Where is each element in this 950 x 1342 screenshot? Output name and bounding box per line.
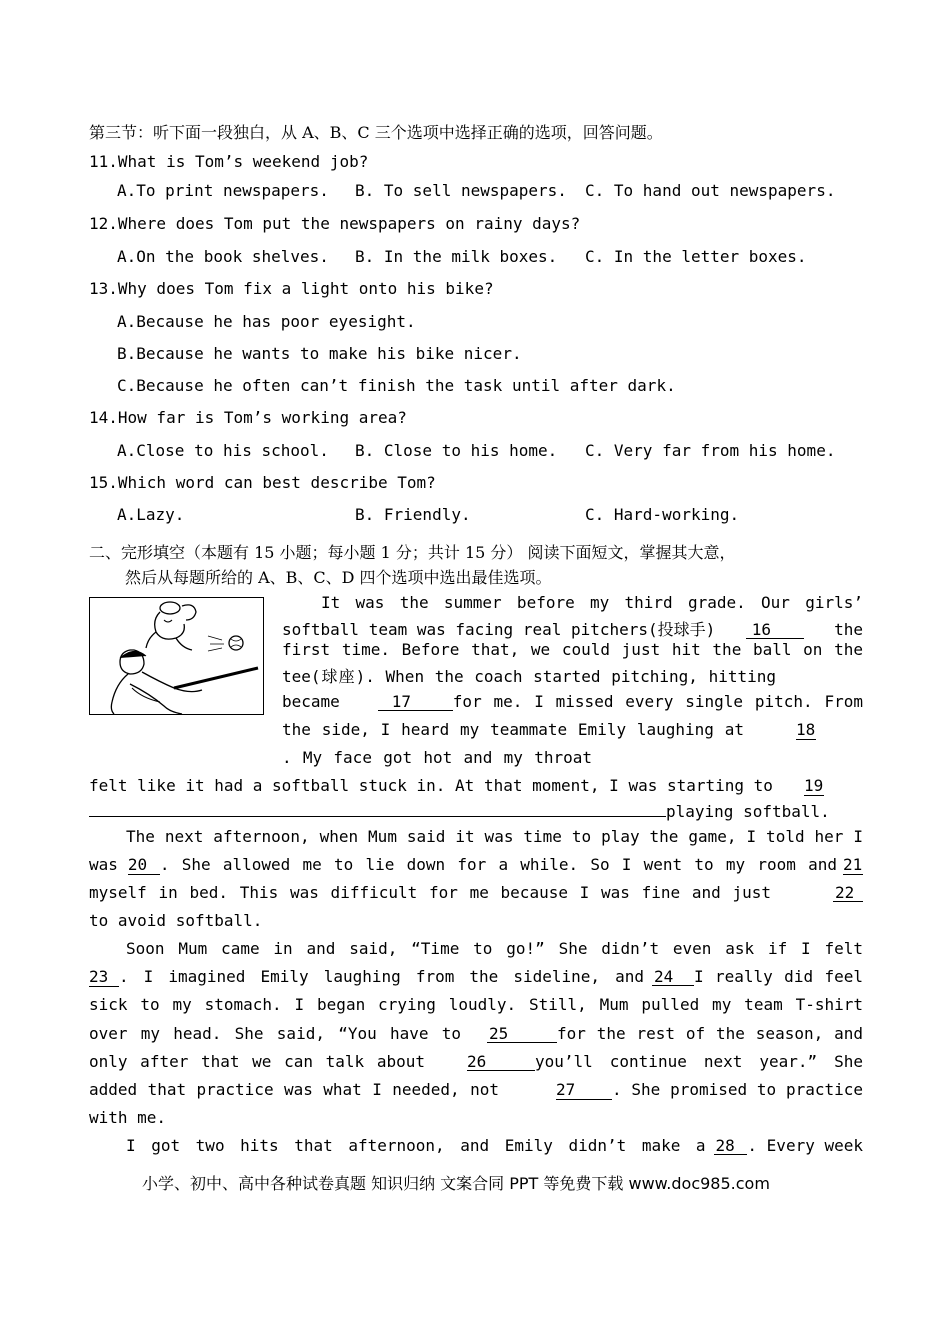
cloze-p1-line9 (89, 798, 830, 821)
section3-instruction: 第三节：听下面一段独白，从 A、B、C 三个选项中选择正确的选项，回答问题。 (89, 123, 663, 142)
cloze-text: playing softball. (666, 802, 830, 821)
cloze-text: . My face got hot and my throat (282, 748, 592, 767)
q15-option-c: C. Hard-working. (585, 505, 740, 524)
cloze-p1-line3 (282, 640, 863, 659)
cloze-p2-line1 (126, 827, 863, 846)
cloze-p2-line3 (89, 883, 863, 902)
blank-16[interactable]: 16 (746, 621, 804, 639)
cloze-text: was (89, 855, 118, 874)
cloze-p1-line1 (321, 593, 863, 612)
cloze-instruction-line2: 然后从每题所给的 A、B、C、D 四个选项中选出最佳选项。 (125, 568, 552, 587)
cloze-text: It was the summer before my third grade. Our girls’ (321, 593, 863, 612)
cloze-text: became (282, 692, 340, 711)
cloze-p3-line3 (89, 995, 863, 1014)
cloze-text: The next afternoon, when Mum said it was time to play the game, I told her I (126, 827, 863, 846)
q15-option-b: B. Friendly. (355, 505, 471, 524)
cloze-text: . She allowed me to lie down for a while. So I went to my room and (159, 855, 837, 874)
cloze-p1-line5 (282, 692, 863, 711)
q13-option-c: C.Because he often can’t finish the task until after dark. (117, 376, 676, 395)
cloze-p1-line7 (282, 748, 592, 767)
cloze-text: you’ll continue next year.” She (535, 1052, 863, 1071)
cloze-text: myself in bed. This was difficult for me because I was fine and just (89, 883, 771, 902)
cloze-p1-line4 (282, 664, 776, 687)
cloze-p1-line2 (282, 617, 863, 640)
cloze-text: . Every week (747, 1136, 863, 1155)
blank-19-line (89, 798, 666, 817)
cloze-p3-line5 (89, 1052, 863, 1071)
cloze-text: the side, I heard my teammate Emily laughing at (282, 720, 744, 739)
blank-19[interactable]: 19 (804, 776, 824, 795)
question-15: 15.Which word can best describe Tom? (89, 473, 436, 492)
q12-option-a: A.On the book shelves. (117, 247, 329, 266)
blank-27[interactable]: 27 (556, 1081, 612, 1100)
cloze-text: only after that we can talk about (89, 1052, 425, 1071)
cloze-text: I got two hits that afternoon, and Emily didn’t make a (126, 1136, 706, 1155)
cloze-text: first time. Before that, we could just hit the ball on the (282, 640, 863, 659)
blank-25[interactable]: 25 (487, 1025, 557, 1043)
cloze-text: sick to my stomach. I began crying loudly. Still, Mum pulled my team T-shirt (89, 995, 863, 1014)
cloze-p1-line8 (89, 776, 863, 796)
cloze-p3-line1 (126, 939, 863, 958)
cloze-p3-line4 (89, 1024, 863, 1043)
cloze-text: over my head. She said, “You have to (89, 1024, 461, 1043)
blank-18[interactable]: 18 (796, 720, 816, 739)
cloze-p2-line2 (89, 855, 863, 875)
page-footer: 小学、初中、高中各种试卷真题 知识归纳 文案合同 PPT 等免费下载 www.doc985.com (142, 1174, 770, 1193)
q14-option-b: B. Close to his home. (355, 441, 558, 460)
cloze-p3-line7: with me. (89, 1108, 167, 1127)
cloze-text: for the rest of the season, and (557, 1024, 863, 1043)
q11-option-c: C. To hand out newspapers. (585, 181, 836, 200)
q11-option-a: A.To print newspapers. (117, 181, 329, 200)
q11-option-b: B. To sell newspapers. (355, 181, 567, 200)
q12-option-b: B. In the milk boxes. (355, 247, 558, 266)
cloze-instruction-line1: 二、完形填空（本题有 15 小题；每小题 1 分；共计 15 分） 阅读下面短文，掌握其大意， (89, 543, 736, 562)
q12-option-c: C. In the letter boxes. (585, 247, 807, 266)
blank-21[interactable]: 21 (843, 855, 863, 874)
q14-option-a: A.Close to his school. (117, 441, 329, 460)
blank-24[interactable]: 24 (652, 968, 694, 986)
cloze-text: added that practice was what I needed, not (89, 1080, 499, 1099)
cloze-p2-line4: to avoid softball. (89, 911, 263, 930)
cloze-text: felt like it had a softball stuck in. At that moment, I was starting to (89, 776, 773, 795)
q13-option-a: A.Because he has poor eyesight. (117, 312, 416, 331)
cloze-text: softball team was facing real pitchers(投球手) (282, 620, 716, 639)
question-12: 12.Where does Tom put the newspapers on rainy days? (89, 214, 581, 233)
cloze-p3-line6 (89, 1080, 863, 1100)
q15-option-a: A.Lazy. (117, 505, 185, 524)
cloze-p1-line6 (282, 720, 863, 740)
q14-option-c: C. Very far from his home. (585, 441, 836, 460)
cloze-p4-line1 (126, 1136, 863, 1155)
blank-26[interactable]: 26 (467, 1053, 535, 1071)
cloze-p3-line2 (89, 967, 863, 987)
cloze-text: I really did feel (694, 967, 863, 986)
cloze-text: Soon Mum came in and said, “Time to go!” She didn’t even ask if I felt (126, 939, 863, 958)
blank-20[interactable]: 20 (128, 856, 160, 875)
cloze-text: . She promised to practice (612, 1080, 863, 1099)
blank-17[interactable]: 17 (378, 693, 453, 711)
softball-player-icon (90, 598, 263, 714)
question-13: 13.Why does Tom fix a light onto his bike? (89, 279, 494, 298)
softball-player-illustration (89, 597, 264, 715)
question-14: 14.How far is Tom’s working area? (89, 408, 407, 427)
blank-28[interactable]: 28 (714, 1137, 748, 1155)
cloze-text: tee(球座). When the coach started pitching, hitting (282, 667, 776, 686)
cloze-text: the (834, 620, 863, 639)
q13-option-b: B.Because he wants to make his bike nicer. (117, 344, 522, 363)
cloze-text: . I imagined Emily laughing from the sideline, and (119, 967, 644, 986)
question-11: 11.What is Tom’s weekend job? (89, 152, 369, 171)
blank-22[interactable]: 22 (833, 884, 863, 902)
cloze-text: for me. I missed every single pitch. From (452, 692, 863, 711)
blank-23[interactable]: 23 (89, 968, 119, 987)
